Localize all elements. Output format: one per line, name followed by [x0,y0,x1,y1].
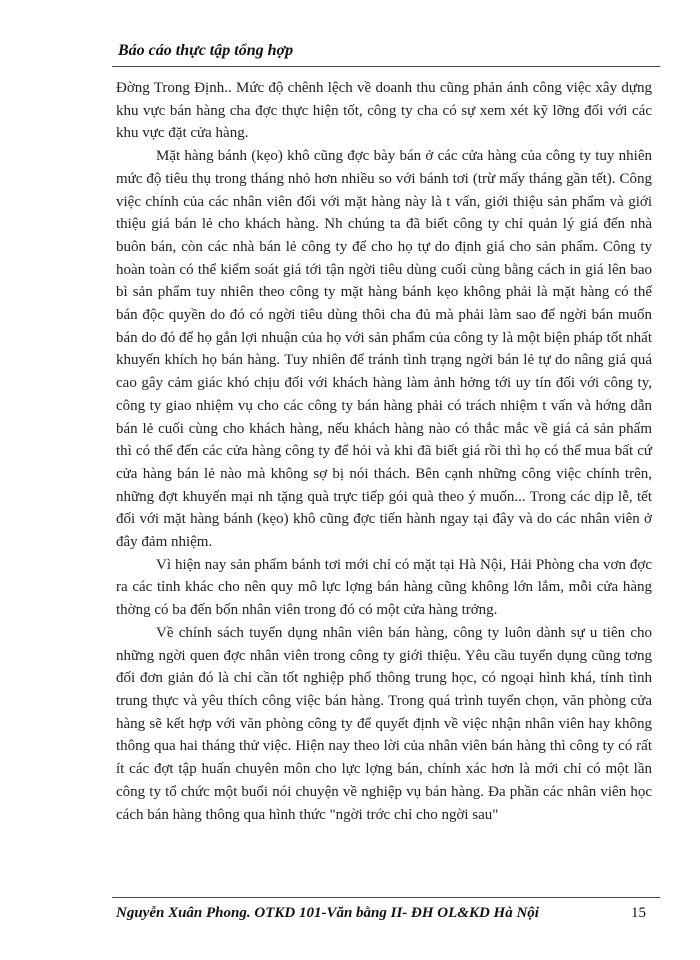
page-header-title: Báo cáo thực tập tổng hợp [118,42,294,59]
paragraph: Về chính sách tuyển dụng nhân viên bán hàng, công ty luôn dành sự u tiên cho những ngời quen đợc nhân viên trong công ty giới thiệu. Yêu cầu tuyển dụng cũng tơng đối đơn giản đó là chỉ cần tốt nghiệp phổ thông trung học, có ngoại hình khá, tính tình trung thực và yêu thích công việc bán hàng. Trong quá trình tuyển chọn, văn phòng cửa hàng sẽ kết hợp với văn phòng công ty để quyết định về việc nhận nhân viên hay không thông qua hai tháng thử việc. Hiện nay theo lời của nhân viên bán hàng thì công ty có rất ít các đợt tập huấn chuyên môn cho lực lợng bán, chính xác hơn là mới chỉ có một lần công ty tổ chức một buổi nói chuyện về nghiệp vụ bán hàng. Đa phần các nhân viên học cách bán hàng thông qua hình thức "ngời trớc chỉ cho ngời sau" [116,624,652,823]
document-body [116,77,652,826]
paragraph: Vì hiện nay sản phẩm bánh tơi mới chỉ có mặt tại Hà Nội, Hải Phòng cha vơn đợc ra các tỉnh khác cho nên quy mô lực lợng bán hàng cũng không lớn lắm, mỗi cửa hàng thờng có ba đến bốn nhân viên trong đó có một cửa hàng trởng. [116,556,652,619]
paragraph: Đờng Trong Định.. Mức độ chênh lệch về doanh thu cũng phản ánh công việc xây dựng khu vực bán hàng cha đợc thực hiện tốt, công ty cha có sự xem xét kỹ lỡng đối với các khu vực đặt cửa hàng. [116,80,652,142]
paragraph: Mặt hàng bánh (kẹo) khô cũng đợc bày bán ở các cửa hàng của công ty tuy nhiên mức độ tiêu thụ trong tháng nhỏ hơn nhiều so với bánh tơi (trừ mấy tháng gần tết). Công việc chính của các nhân viên đối với mặt hàng này là t vấn, giới thiệu sản phẩm và giới thiệu giá bán lẻ cho khách hàng. Nh chúng ta đã biết công ty chỉ quản lý giá đến nhà buôn bán, còn các nhà bán lẻ công ty để cho họ tự do định giá cho sản phẩm. Công ty hoàn toàn có thể kiểm soát giá tới tận ngời tiêu dùng cuối cùng bằng cách in giá lên bao bì sản phẩm tuy nhiên theo công ty mặt hàng bánh kẹo không phải là mặt hàng có thể bán độc quyền do đó có ngời tiêu dùng thôi cha đủ mà phải làm sao để ngời bán muốn bán do đó để họ gắn lợi nhuận của họ với sản phẩm của công ty là một biện pháp tốt nhất khuyến khích họ bán hàng. Tuy nhiên để tránh tình trạng ngời bán lẻ tự do nâng giá quá cao gây cảm giác khó chịu đối với khách hàng làm ảnh hởng tới uy tín đối với công ty, công ty giao nhiệm vụ cho các công ty bán hàng phải có trách nhiệm t vấn và hớng dẫn bán lẻ cuối cùng cho khách hàng, nếu khách hàng nào có thắc mắc về giá cả sản phẩm thì có thể đến các cửa hàng công ty để hỏi và khi đã biết giá rồi thì họ có thể mua bất cứ cửa hàng bán lẻ nào mà không sợ bị nói thách. Bên cạnh những công việc chính trên, những đợt khuyến mại nh tặng quà trực tiếp gói quà theo ý muốn... Trong các dịp lễ, tết đối với mặt hàng bánh (kẹo) khô cũng đợc tiến hành ngay tại đây và do các nhân viên ở đây đảm nhiệm. [116,148,652,551]
page-footer-author: Nguyễn Xuân Phong. OTKD 101-Văn bằng II- ĐH OL&KD Hà Nội [116,905,539,921]
footer-rule [112,897,660,898]
header-rule [112,66,660,67]
page-number: 15 [631,905,646,921]
